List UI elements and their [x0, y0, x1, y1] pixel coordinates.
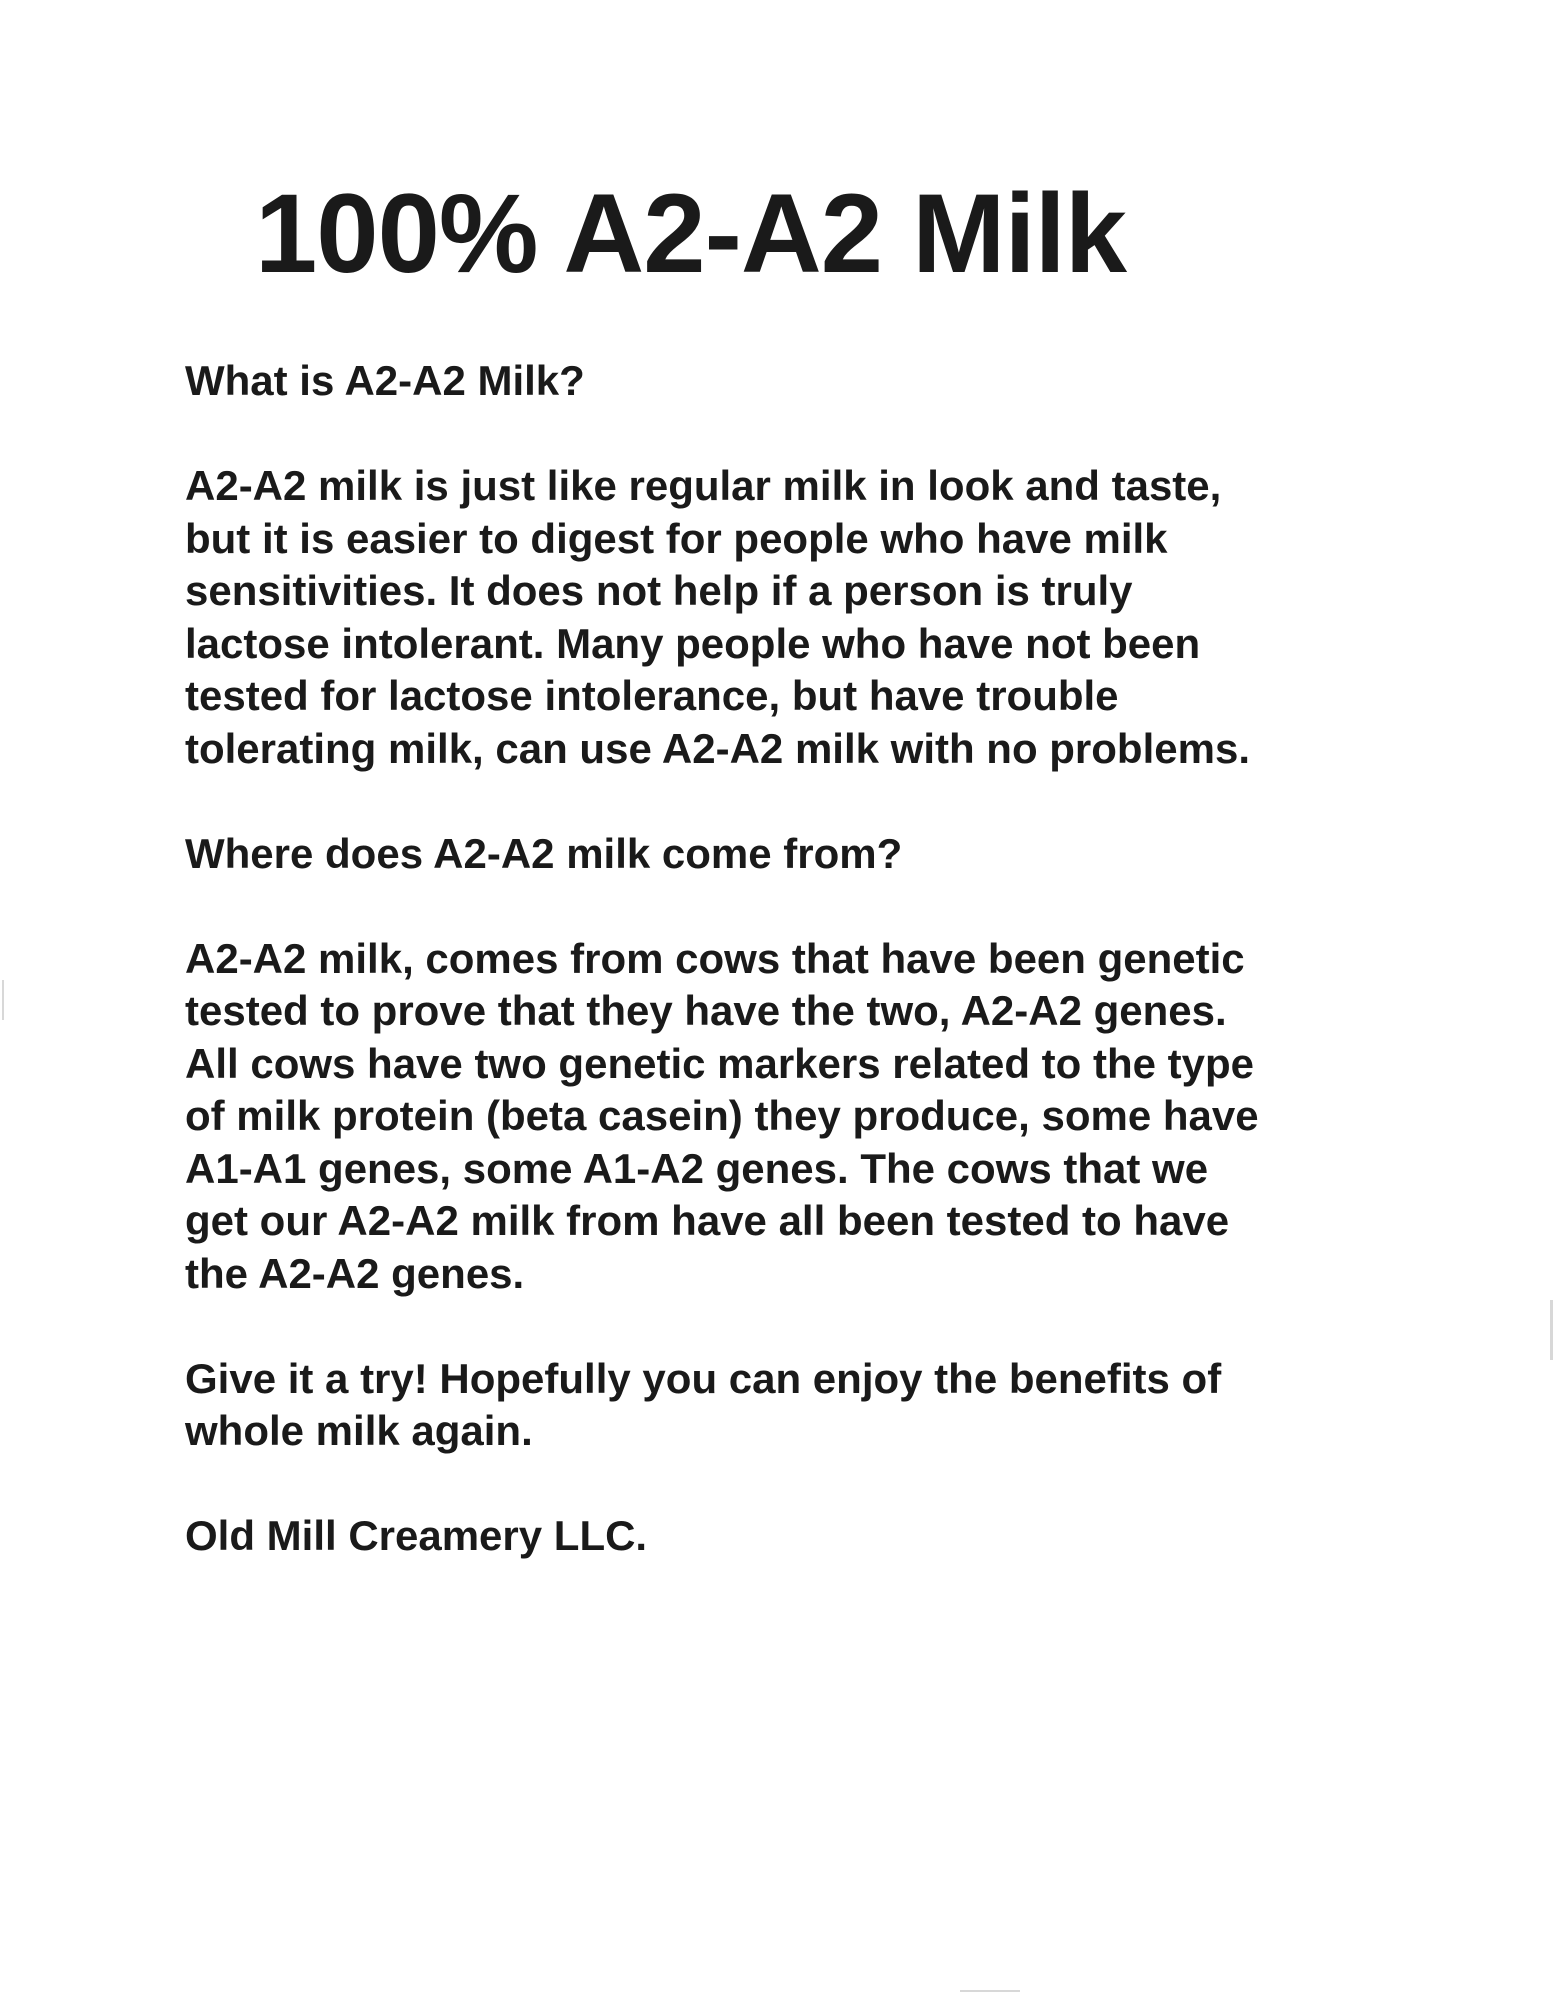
- scan-artifact-right: [1550, 1300, 1553, 1360]
- scan-artifact-bottom: [960, 1990, 1020, 1992]
- call-to-action: Give it a try! Hopefully you can enjoy the benefits of whole milk again.: [185, 1354, 1222, 1454]
- answer-where-from: A2-A2 milk, comes from cows that have been genetic tested to prove that they have the two, A2-A2 genes. All cows have two genetic markers related to the type of milk protein (beta casein) they produce, some have A1-A1 genes, some A1-A2 genes. The cows that we get our A2-A2 milk from have all been tested to have the A2-A2 genes.: [185, 934, 1259, 1297]
- document-body: [185, 355, 1385, 1563]
- page-title: 100% A2-A2 Milk: [255, 171, 1126, 296]
- signature-company: Old Mill Creamery LLC.: [185, 1512, 648, 1559]
- scan-artifact-left: [2, 980, 4, 1020]
- answer-what-is-a2: A2-A2 milk is just like regular milk in look and taste, but it is easier to digest for people who have milk sensitivities. It does not help if a person is truly lactose intolerant. Many people who have not been tested for lactose intolerance, but have trouble tolerating milk, can use A2-A2 milk with no problems.: [185, 462, 1250, 772]
- question-what-is-a2: What is A2-A2 Milk?: [185, 357, 585, 404]
- question-where-from: Where does A2-A2 milk come from?: [185, 829, 903, 877]
